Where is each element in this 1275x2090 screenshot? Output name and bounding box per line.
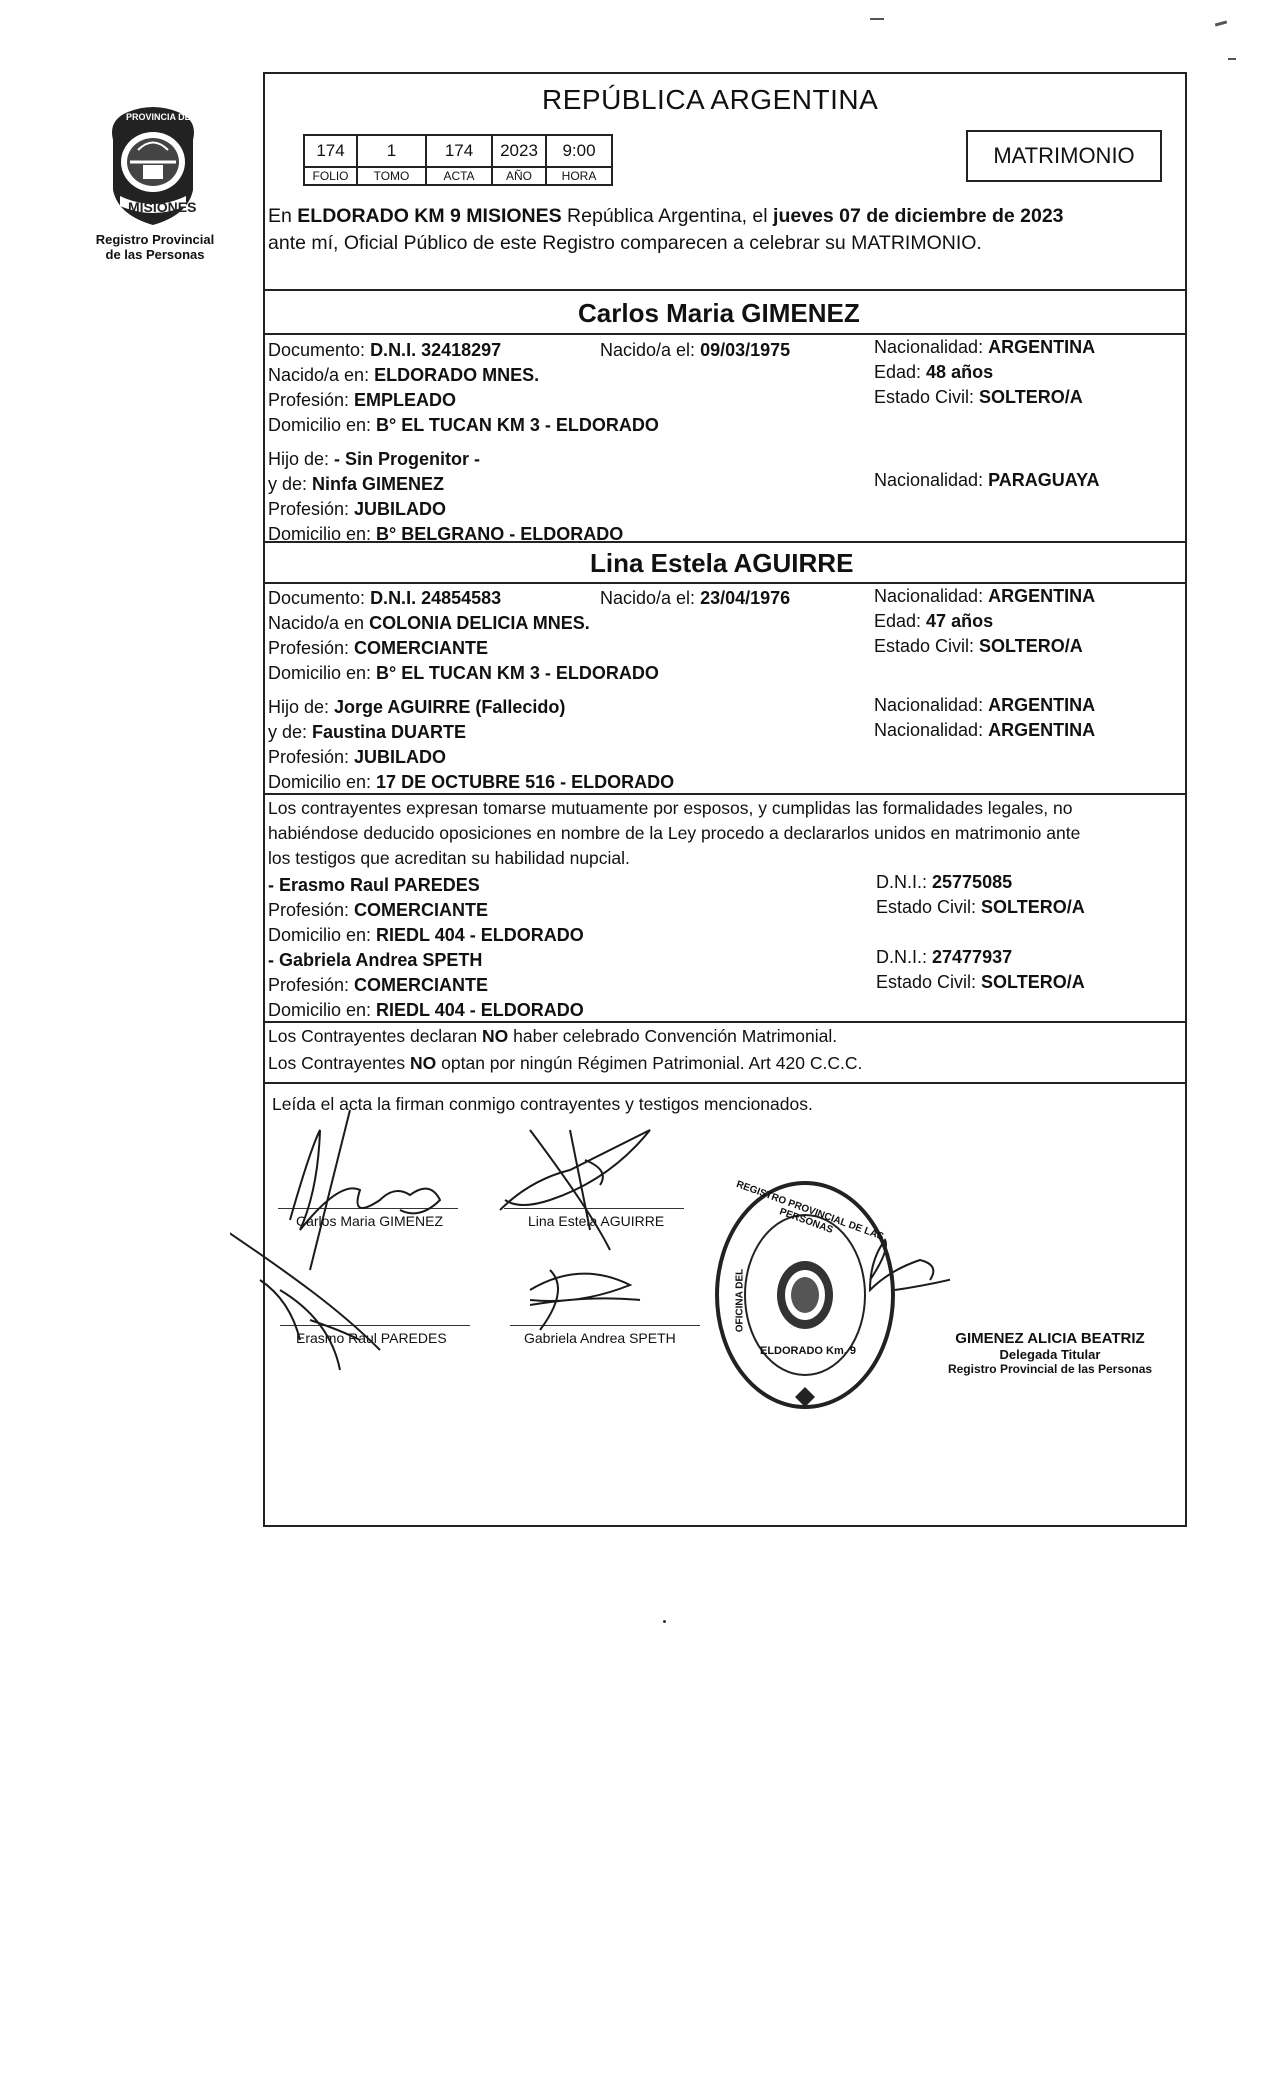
scan-mark <box>1228 58 1236 60</box>
spouse1-mother: y de: Ninfa GIMENEZ <box>268 474 445 494</box>
signature-scribble-1 <box>290 1130 440 1230</box>
emblem-text-top: PROVINCIA DE <box>126 112 191 122</box>
declaration-line2: habiéndose deducido oposiciones en nombre de la Ley procedo a declararlos unidos en matrimonio ante <box>268 823 1081 843</box>
witness1-address: Domicilio en: RIEDL 404 - ELDORADO <box>268 925 584 945</box>
divider <box>263 1082 1185 1084</box>
witness1-name: - Erasmo Raul PAREDES <box>268 875 480 895</box>
spouse2-age: Edad: 47 años <box>874 611 994 631</box>
intro-prefix: En <box>268 205 298 227</box>
intro-line1 <box>268 205 1064 228</box>
divider <box>263 289 1185 291</box>
spouse2-birthdate: Nacido/a el: 23/04/1976 <box>600 588 791 608</box>
logo-caption <box>85 232 225 262</box>
spouse2-name: Lina Estela AGUIRRE <box>590 548 854 578</box>
spouse2-parent-address: Domicilio en: 17 DE OCTUBRE 516 - ELDORADO <box>268 772 675 792</box>
acta-label: ACTA <box>426 167 492 185</box>
spouse1-document: Documento: D.N.I. 32418297 <box>268 340 502 360</box>
country-title: REPÚBLICA ARGENTINA <box>542 84 879 115</box>
witness2-profession: Profesión: COMERCIANTE <box>268 975 489 995</box>
signature-scribble-3 <box>230 1220 380 1370</box>
spouse1-parent-profession: Profesión: JUBILADO <box>268 499 447 519</box>
spouse2-father: Hijo de: Jorge AGUIRRE (Fallecido) <box>268 697 566 717</box>
witness2-address: Domicilio en: RIEDL 404 - ELDORADO <box>268 1000 584 1020</box>
folio-label: FOLIO <box>304 167 357 185</box>
convention-line1: Los Contrayentes declaran NO haber celebrado Convención Matrimonial. <box>268 1026 838 1046</box>
divider <box>263 541 1185 543</box>
seal-text-left: OFICINA DEL <box>734 1268 746 1333</box>
divider <box>263 582 1185 584</box>
seal-text-top: REGISTRO PROVINCIAL DE LAS PERSONAS <box>734 1178 886 1243</box>
registry-table <box>303 134 613 186</box>
spouse2-nationality: Nacionalidad: ARGENTINA <box>874 586 1096 606</box>
signature-label-1: Carlos Maria GIMENEZ <box>296 1213 444 1229</box>
folio-value: 174 <box>304 135 357 167</box>
document-type-box <box>966 130 1162 182</box>
spouse1-civil-status: Estado Civil: SOLTERO/A <box>874 387 1083 407</box>
spouse1-birthplace: Nacido/a en: ELDORADO MNES. <box>268 365 540 385</box>
spouse1-nationality: Nacionalidad: ARGENTINA <box>874 337 1096 357</box>
official-block <box>924 1330 1176 1376</box>
spouse2-birthplace: Nacido/a en COLONIA DELICIA MNES. <box>268 613 590 633</box>
logo-caption-line2: de las Personas <box>105 247 205 262</box>
spouse2-profession: Profesión: COMERCIANTE <box>268 638 489 658</box>
convention-line2: Los Contrayentes NO optan por ningún Régimen Patrimonial. Art 420 C.C.C. <box>268 1053 863 1073</box>
scan-mark <box>870 18 884 20</box>
spouse1-birthdate: Nacido/a el: 09/03/1975 <box>600 340 791 360</box>
official-org: Registro Provincial de las Personas <box>947 1362 1153 1376</box>
scan-mark <box>1215 20 1227 26</box>
scan-mark <box>663 1620 666 1623</box>
signature-scribble-2b <box>530 1130 610 1250</box>
ano-value: 2023 <box>492 135 546 167</box>
ano-label: AÑO <box>492 167 546 185</box>
spouse1-father: Hijo de: - Sin Progenitor - <box>268 449 481 469</box>
spouse2-address: Domicilio en: B° EL TUCAN KM 3 - ELDORADO <box>268 663 659 683</box>
ceremony-place: ELDORADO KM 9 MISIONES <box>297 205 562 227</box>
spouse1-age: Edad: 48 años <box>874 362 994 382</box>
ceremony-date: jueves 07 de diciembre de 2023 <box>773 205 1064 227</box>
spouse2-parent-profession: Profesión: JUBILADO <box>268 747 447 767</box>
tomo-label: TOMO <box>357 167 426 185</box>
divider <box>263 1021 1185 1023</box>
hora-label: HORA <box>546 167 612 185</box>
registry-logo <box>98 100 208 230</box>
emblem-text-bottom: MISIONES <box>128 199 197 215</box>
spouse2-civil-status: Estado Civil: SOLTERO/A <box>874 636 1083 656</box>
witness2-dni: D.N.I.: 27477937 <box>876 947 1013 967</box>
official-name: GIMENEZ ALICIA BEATRIZ <box>955 1330 1145 1347</box>
declaration-line1: Los contrayentes expresan tomarse mutuamente por esposos, y cumplidas las formalidades legales, no <box>268 798 1073 818</box>
signature-scribble-2 <box>500 1130 650 1230</box>
witness1-profession: Profesión: COMERCIANTE <box>268 900 489 920</box>
signature-label-4: Gabriela Andrea SPETH <box>524 1330 676 1346</box>
seal-text-bottom: ELDORADO Km. 9 <box>760 1345 856 1357</box>
spouse2-mother-nationality: Nacionalidad: ARGENTINA <box>874 720 1096 740</box>
divider <box>263 333 1185 335</box>
spouse1-profession: Profesión: EMPLEADO <box>268 390 457 410</box>
spouse1-address: Domicilio en: B° EL TUCAN KM 3 - ELDORADO <box>268 415 659 435</box>
hora-value: 9:00 <box>546 135 612 167</box>
intro-mid: República Argentina, el <box>561 205 774 227</box>
logo-caption-line1: Registro Provincial <box>95 232 215 247</box>
spouse1-mother-nationality: Nacionalidad: PARAGUAYA <box>874 470 1100 490</box>
witness1-dni: D.N.I.: 25775085 <box>876 872 1013 892</box>
official-role: Delegada Titular <box>999 1347 1101 1362</box>
spouse2-father-nationality: Nacionalidad: ARGENTINA <box>874 695 1096 715</box>
acta-value: 174 <box>426 135 492 167</box>
divider <box>263 793 1185 795</box>
spouse1-parent-address: Domicilio en: B° BELGRANO - ELDORADO <box>268 524 624 544</box>
spouse2-document: Documento: D.N.I. 24854583 <box>268 588 502 608</box>
declaration-line3: los testigos que acreditan su habilidad nupcial. <box>268 848 630 868</box>
witness1-civil-status: Estado Civil: SOLTERO/A <box>876 897 1085 917</box>
intro-line2: ante mí, Oficial Público de este Registro comparecen a celebrar su MATRIMONIO. <box>268 232 982 254</box>
signature-label-3: Erasmo Raul PAREDES <box>296 1330 447 1346</box>
witness2-name: - Gabriela Andrea SPETH <box>268 950 483 970</box>
document-type: MATRIMONIO <box>993 143 1135 168</box>
spouse1-name: Carlos Maria GIMENEZ <box>578 298 860 328</box>
signature-scribble-4 <box>530 1270 640 1330</box>
tomo-value: 1 <box>357 135 426 167</box>
closing-statement: Leída el acta la firman conmigo contrayentes y testigos mencionados. <box>272 1094 813 1114</box>
official-seal <box>710 1175 900 1415</box>
witness2-civil-status: Estado Civil: SOLTERO/A <box>876 972 1085 992</box>
signature-label-2: Lina Estela AGUIRRE <box>528 1213 665 1229</box>
spouse2-mother: y de: Faustina DUARTE <box>268 722 467 742</box>
